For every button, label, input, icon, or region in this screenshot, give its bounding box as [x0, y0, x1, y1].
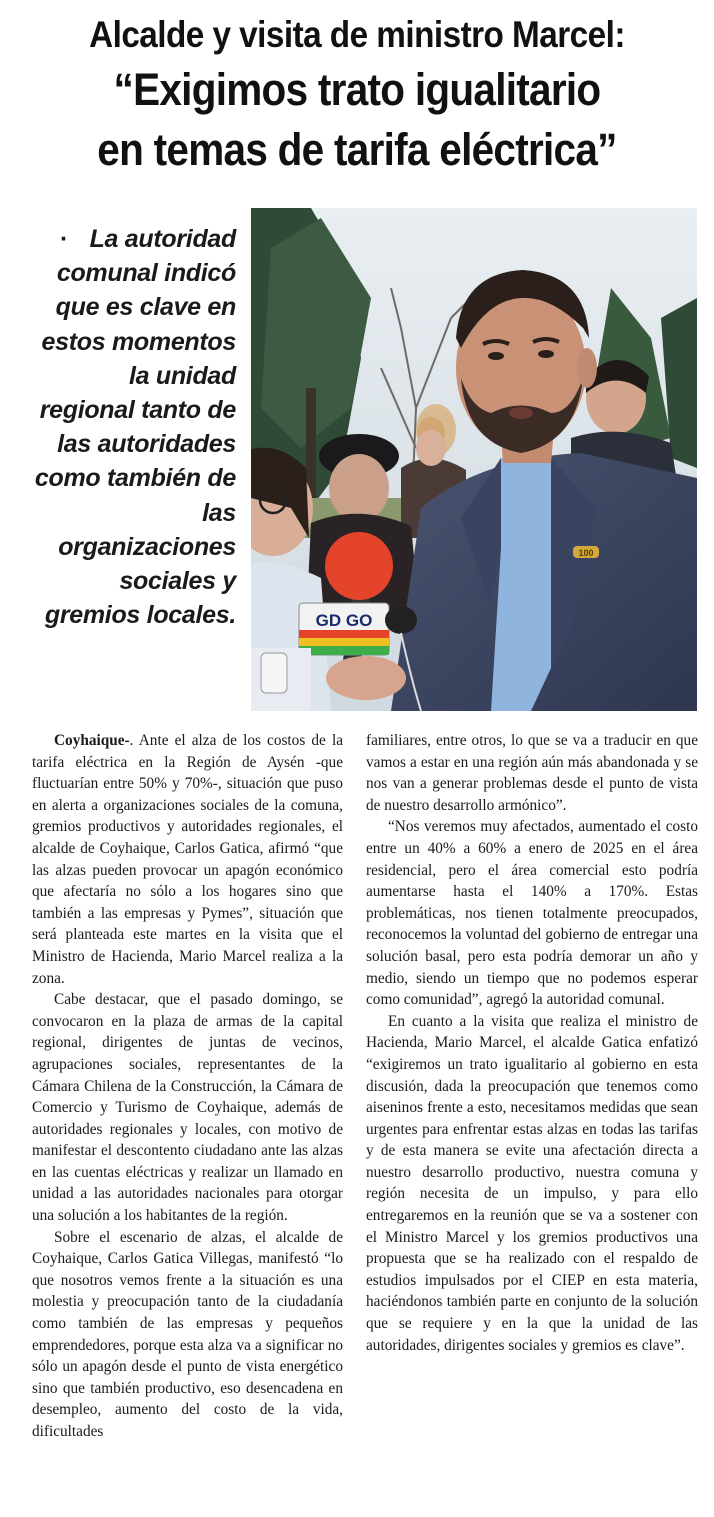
mic-label: GD GO — [315, 611, 373, 630]
lapel-pin-label: 100 — [578, 548, 594, 558]
headline — [0, 10, 714, 180]
body-paragraph-4: “Nos veremos muy afectados, aumentado el costo entre un 40% a 60% a enero de 2025 en el área residencial, pero el área comercial esto podría aumentarse hasta el 140% a 170%. Estas problemáticas, nos tienen totalmente preocupados, reconocemos la voluntad del gobierno de entregar una solución basal, pero esta podría demorar un año y medio, siendo un tiempo que no podemos esperar como comunidad”, agregó la autoridad comunal. — [366, 818, 698, 1009]
body-paragraph-3-continued: familiares, entre otros, lo que se va a traducir en que vamos a estar en una región aún más abandonada y se nos van a generar problemas desde el punto de vista de nuestro desarrollo armónico”. — [366, 732, 698, 814]
body-paragraph-1-text: . Ante el alza de los costos de la tarifa eléctrica en la Región de Aysén -que fluctuarían entre 50% y 70%-, situación que puso en alerta a organizaciones sociales de la comuna, gremios productivos y autoridades regionales, el alcalde de Coyhaique, Carlos Gatica, afirmó “que las alzas pueden provocar un apagón económico que afectaría no sólo a los hogares sino que también a las empresas y Pymes”, situación que será planteada este martes en la visita que el Ministro de Hacienda, Mario Marcel realiza a la zona. — [32, 732, 343, 987]
headline-line-2: “Exigimos trato igualitario — [113, 64, 601, 115]
lead-summary — [30, 222, 236, 632]
headline-line-3: en temas de tarifa eléctrica” — [97, 124, 617, 175]
lead-bullet: · — [60, 225, 69, 253]
body-paragraph-3: Sobre el escenario de alzas, el alcalde de Coyhaique, Carlos Gatica Villegas, manifestó “lo que nosotros vemos frente a la situación es una molestia y preocupación tanto de la ciudadanía como también de las empresas y pequeños emprendedores, porque esta alza va a significar no sólo un apagón desde el punto de vista energético sino que también productivo, eso desencadena en desempleo, aumento del costo de la vida, dificultades — [32, 1228, 343, 1440]
body-paragraph-2: Cabe destacar, que el pasado domingo, se convocaron en la plaza de armas de la capital regional, dirigentes de juntas de vecinos, agrupaciones sociales, representantes de la Cámara Chilena de la Construcción, la Cámara de Comercio y Turismo de Coyhaique, además de autoridades regionales y locales, con motivo de manifestar el descontento ciudadano ante las alzas en las cuentas eléctricas y realizar un llamado en unidad a las autoridades nacionales para otorgar una solución a los habitantes de la región. — [32, 991, 343, 1225]
body-column-right — [366, 730, 698, 1356]
headline-line-1: Alcalde y visita de ministro Marcel: — [89, 14, 625, 55]
body-column-left — [32, 730, 343, 1443]
news-photo — [251, 208, 697, 711]
dateline: Coyhaique- — [54, 732, 130, 749]
body-paragraph-5: En cuanto a la visita que realiza el ministro de Hacienda, Mario Marcel, el alcalde Gatica enfatizó “exigiremos un trato igualitario al gobierno en esta discusión, dada la preocupación que tenemos como aiseninos frente a esto, necesitamos medidas que sean urgentes para enfrentar estas alzas en todas las tarifas y de esta manera se evite una afectación directa a nuestro desarrollo productivo, nuestra comuna y región necesita de un impulso, y para ello entregaremos en la reunión que se va a sostener con el Ministro Marcel y los gremios productivos una propuesta que se ha realizado con el respaldo de estudios impulsados por el CIEP en esta materia, haciéndonos también parte en conjunto de la solución que se requiere y en la que la unidad de las autoridades, dirigentes sociales y gremios es clave”. — [366, 1012, 698, 1354]
body-paragraph-1 — [32, 730, 343, 989]
lead-text: La autoridad comunal indicó que es clave en estos momentos la unidad regional tanto de las autoridades como también de las organizaciones sociales y gremios locales. — [34, 225, 236, 630]
